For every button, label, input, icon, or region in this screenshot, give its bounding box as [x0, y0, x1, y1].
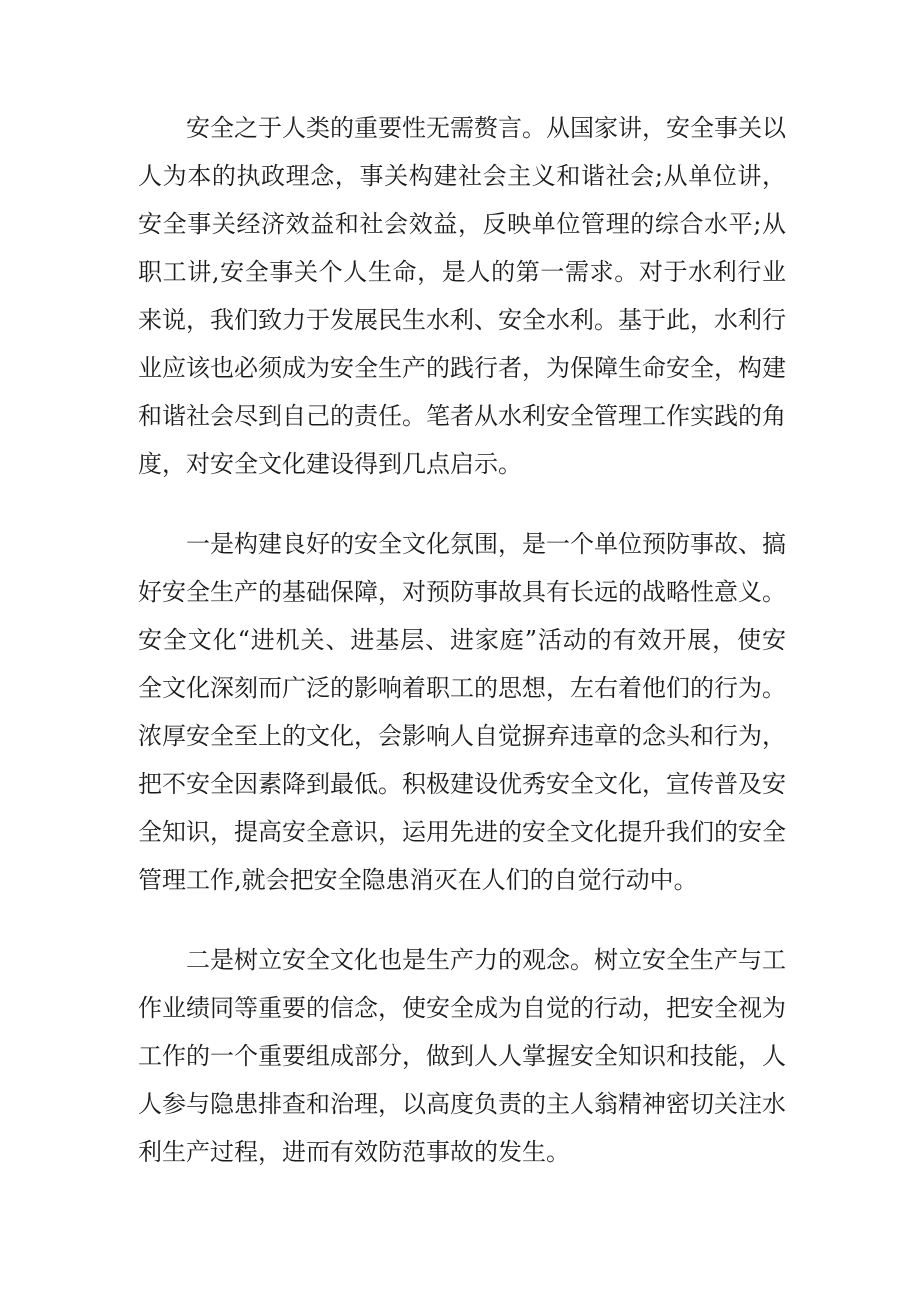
document-body — [138, 104, 786, 1208]
paragraph-point-one: 一是构建良好的安全文化氛围，是一个单位预防事故、搞好安全生产的基础保障，对预防事故具有长远的战略性意义。安全文化“进机关、进基层、进家庭”活动的有效开展，使安全文化深刻而广泛的影响着职工的思想，左右着他们的行为。浓厚安全至上的文化，会影响人自觉摒弃违章的念头和行为，把不安全因素降到最低。积极建设优秀安全文化，宣传普及安全知识，提高安全意识，运用先进的安全文化提升我们的安全管理工作,就会把安全隐患消灭在人们的自觉行动中。 — [138, 530, 786, 894]
paragraph-point-two: 二是树立安全文化也是生产力的观念。树立安全生产与工作业绩同等重要的信念，使安全成为自觉的行动，把安全视为工作的一个重要组成部分，做到人人掌握安全知识和技能，人人参与隐患排查和治理，以高度负责的主人翁精神密切关注水利生产过程，进而有效防范事故的发生。 — [138, 946, 786, 1166]
paragraph-intro: 安全之于人类的重要性无需赘言。从国家讲，安全事关以人为本的执政理念，事关构建社会主义和谐社会;从单位讲，安全事关经济效益和社会效益，反映单位管理的综合水平;从职工讲,安全事关个人生命，是人的第一需求。对于水利行业来说，我们致力于发展民生水利、安全水利。基于此，水利行业应该也必须成为安全生产的践行者，为保障生命安全，构建和谐社会尽到自己的责任。笔者从水利安全管理工作实践的角度，对安全文化建设得到几点启示。 — [138, 114, 786, 478]
